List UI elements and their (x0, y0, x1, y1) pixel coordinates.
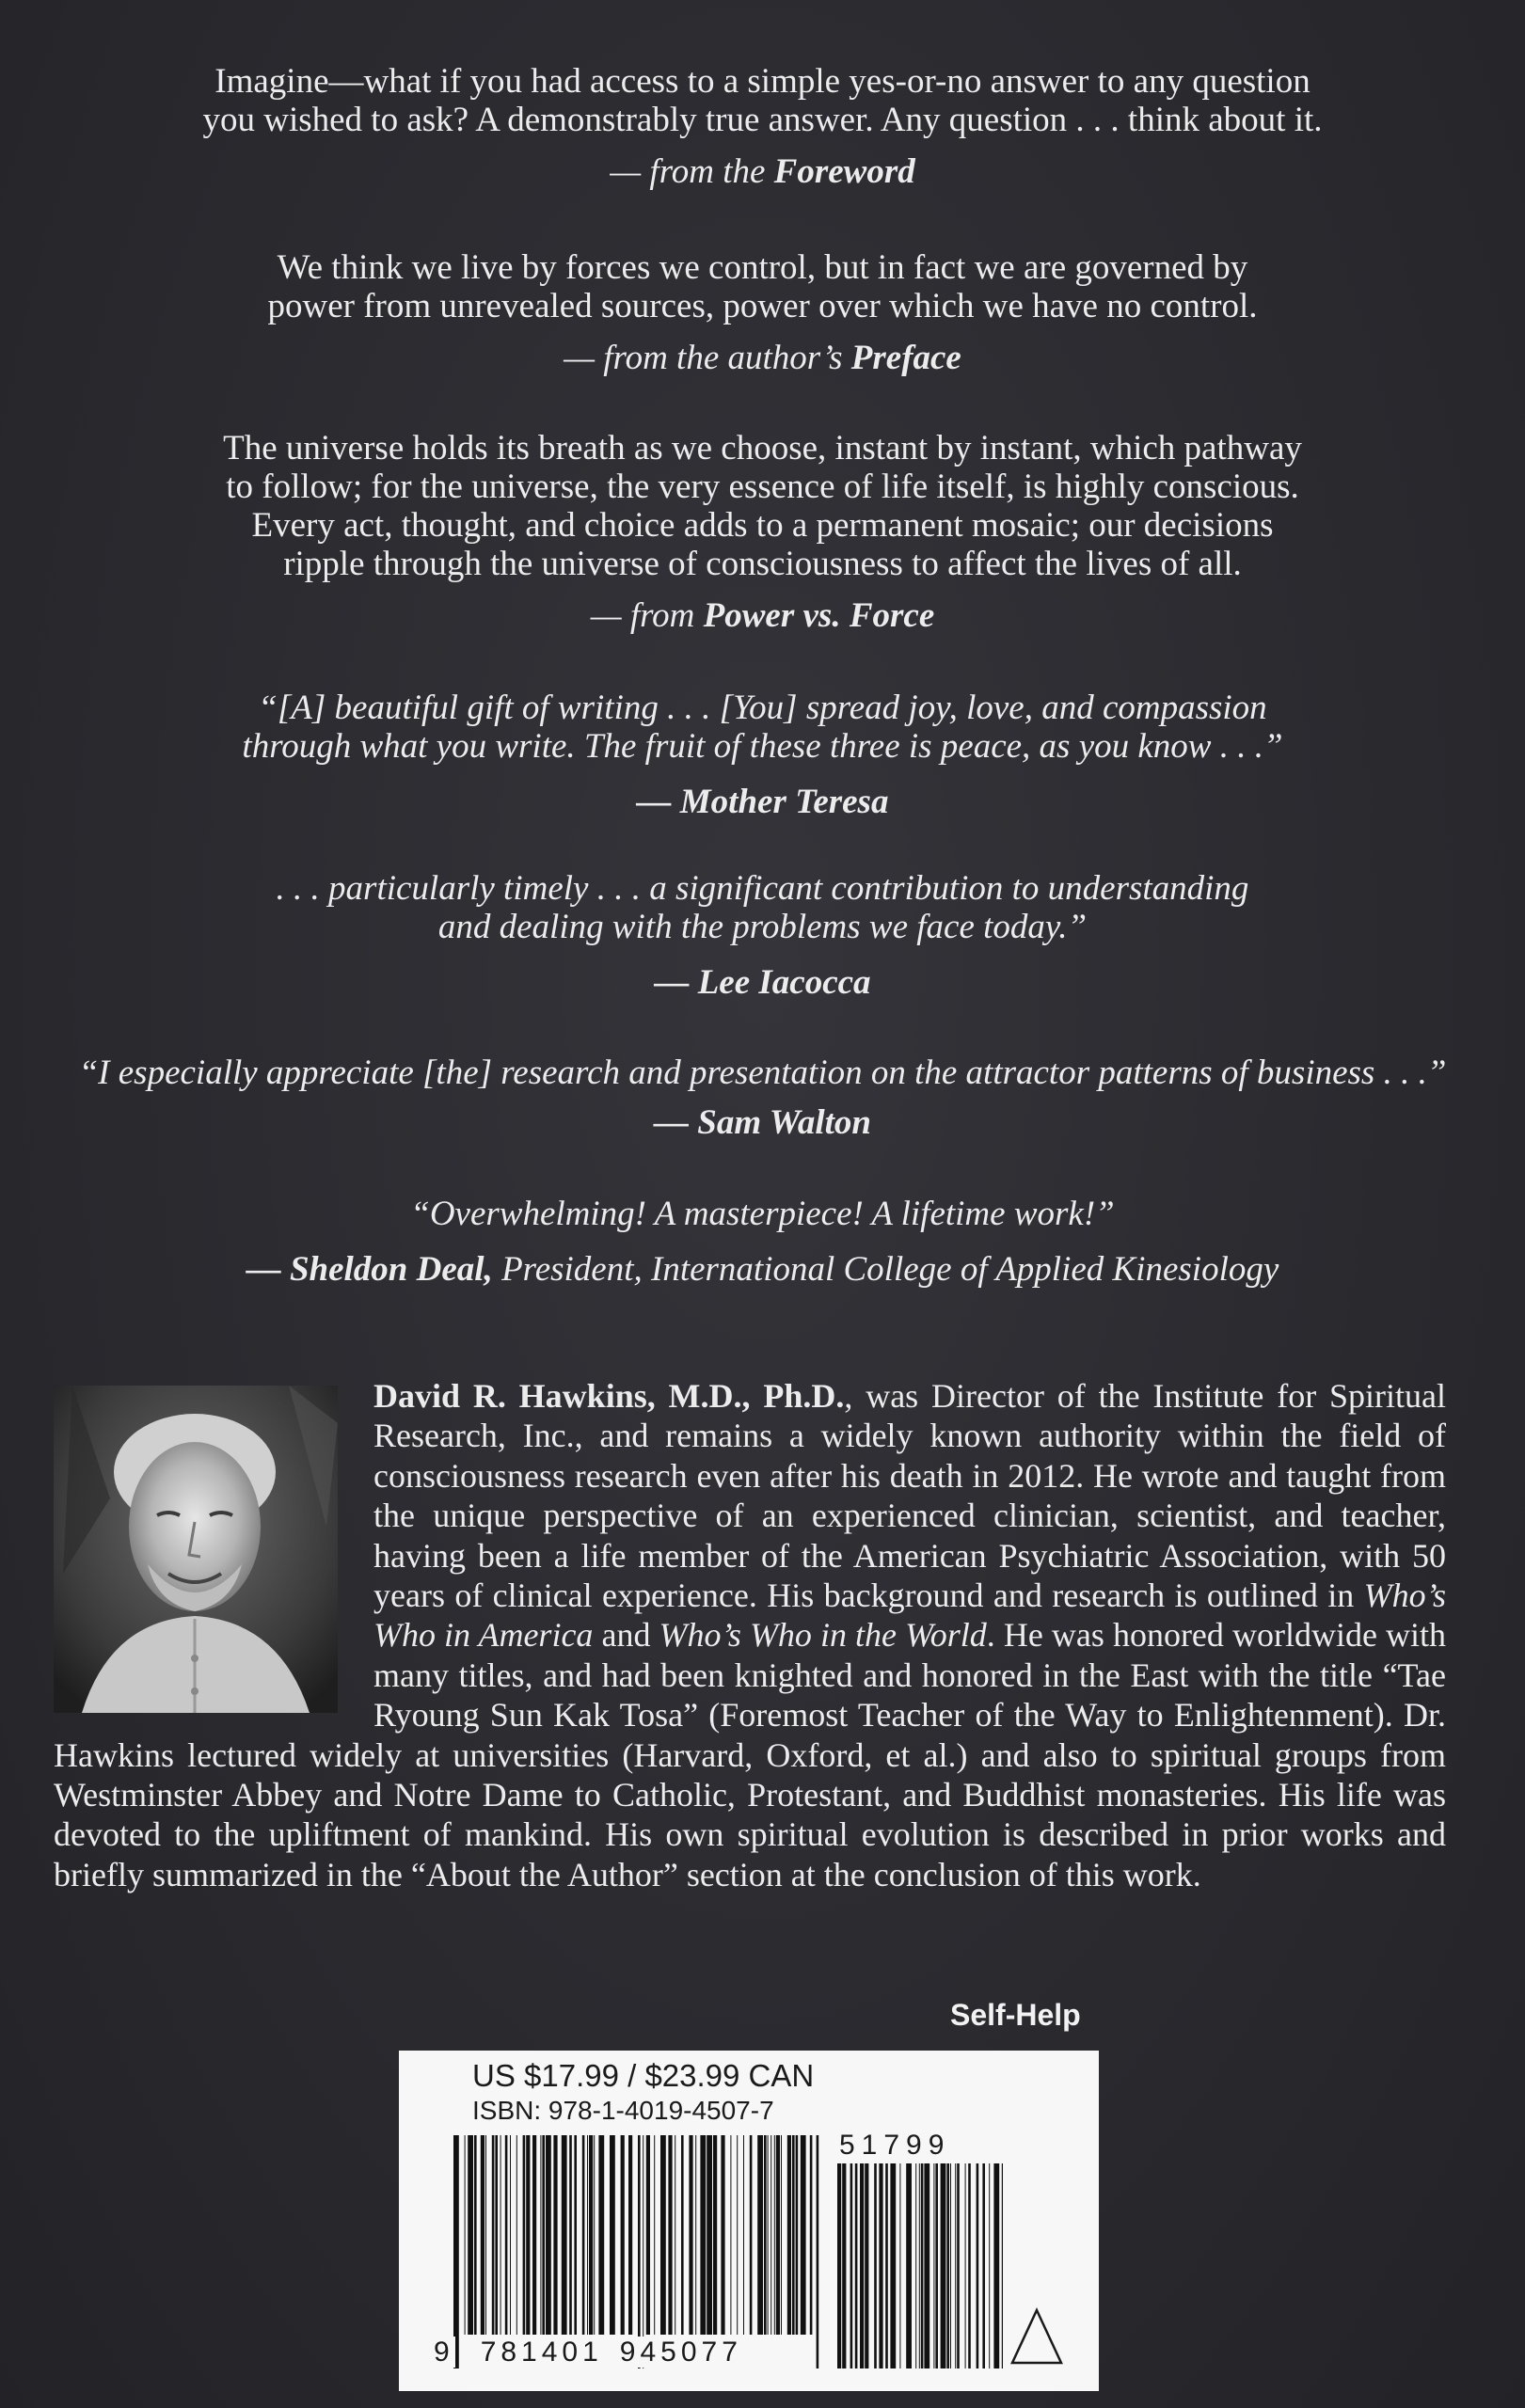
quote-sheldon-deal (56, 1195, 1469, 1289)
quote-attribution: — from the author’s Preface (564, 339, 961, 377)
quote-text: “Overwhelming! A masterpiece! A lifetime work!” (410, 1195, 1115, 1233)
author-bio: David R. Hawkins, M.D., Ph.D., was Director of the Institute for Spiritual Research, Inc., and remains a widely known authority within the field of consciousness research even after his death in 2012. He wrote and taught from the unique perspective of an experienced clinician, scientist, and teacher, having been a life member of the American Psychiatric Association, with 50 years of clinical experience. His background and research is outlined in Who’s Who in America and Who’s Who in the World. He was honored worldwide with many titles, and had been knighted and honored in the East with the title “Tae Ryoung Sun Kak Tosa” (Foremost Teacher of the Way to Enlightenment). Dr. Hawkins lectured widely at universities (Harvard, Oxford, et al.) and also to spiritual groups from Westminster Abbey and Notre Dame to Catholic, Protestant, and Buddhist monasteries. His life was devoted to the upliftment of mankind. His own spiritual evolution is described in prior works and briefly summarized in the “About the Author” section at the conclusion of this work. (54, 1377, 1447, 1893)
isbn-label: ISBN: 978-1-4019-4507-7 (472, 2096, 774, 2125)
supplement-barcode (837, 2163, 1003, 2368)
quote-text: The universe holds its breath as we choose, instant by instant, which pathway to follow; for the universe, the very essence of life itself, is highly conscious. Every act, thought, and choice adds to a permanent mosaic; our decisions ripple through the universe of consciousness to affect the lives of all. (223, 429, 1302, 583)
quote-sam-walton (56, 1054, 1469, 1142)
quote-text: “[A] beautiful gift of writing . . . [You] spread joy, love, and compassion through what you write. The fruit of these three is peace, as you know . . .” (242, 689, 1283, 766)
ean-barcode (453, 2135, 822, 2368)
quote-lee-iacocca (56, 869, 1469, 1002)
ean-digits (433, 2337, 743, 2368)
category-label: Self-Help (950, 1998, 1081, 2032)
bio-photo-spacer (54, 1376, 373, 1730)
quote-attribution: — from Power vs. Force (590, 596, 935, 635)
price-label: US $17.99 / $23.99 CAN (472, 2058, 815, 2093)
quote-text: We think we live by forces we control, but in fact we are governed by power from unrevealed sources, power over which we have no control. (267, 248, 1258, 325)
barcode-panel (399, 2051, 1099, 2391)
quote-mother-teresa (56, 689, 1469, 821)
ean-left-digits: 781401 (480, 2337, 603, 2368)
ean-first-digit: 9 (434, 2337, 454, 2368)
supplement-number: 51799 (839, 2130, 951, 2161)
quote-text: Imagine—what if you had access to a simple yes-or-no answer to any question you wished to ask? A demonstrably true answer. Any question . . . think about it. (202, 62, 1323, 139)
triangle-icon (1009, 2306, 1065, 2367)
quote-attribution: — Sam Walton (654, 1103, 871, 1142)
book-title: Who’s Who in America (373, 1576, 1446, 1655)
quote-preface (56, 248, 1469, 377)
book-title: Who’s Who in the World (659, 1616, 987, 1655)
author-name: David R. Hawkins, M.D., Ph.D. (373, 1377, 845, 1415)
quote-text: . . . particularly timely . . . a significant contribution to understanding and dealing with the problems we face today.” (276, 869, 1249, 946)
quote-attribution: — Sheldon Deal, President, International College of Applied Kinesiology (246, 1250, 1279, 1289)
ean-right-digits: 945077 (619, 2337, 742, 2368)
quote-text: “I especially appreciate [the] research and presentation on the attractor patterns of business . . .” (78, 1054, 1447, 1092)
quote-attribution: — from the Foreword (610, 152, 915, 191)
quote-attribution: — Lee Iacocca (654, 963, 871, 1002)
quote-power-vs-force (56, 429, 1469, 635)
quote-foreword (56, 62, 1469, 191)
quote-attribution: — Mother Teresa (636, 783, 889, 821)
